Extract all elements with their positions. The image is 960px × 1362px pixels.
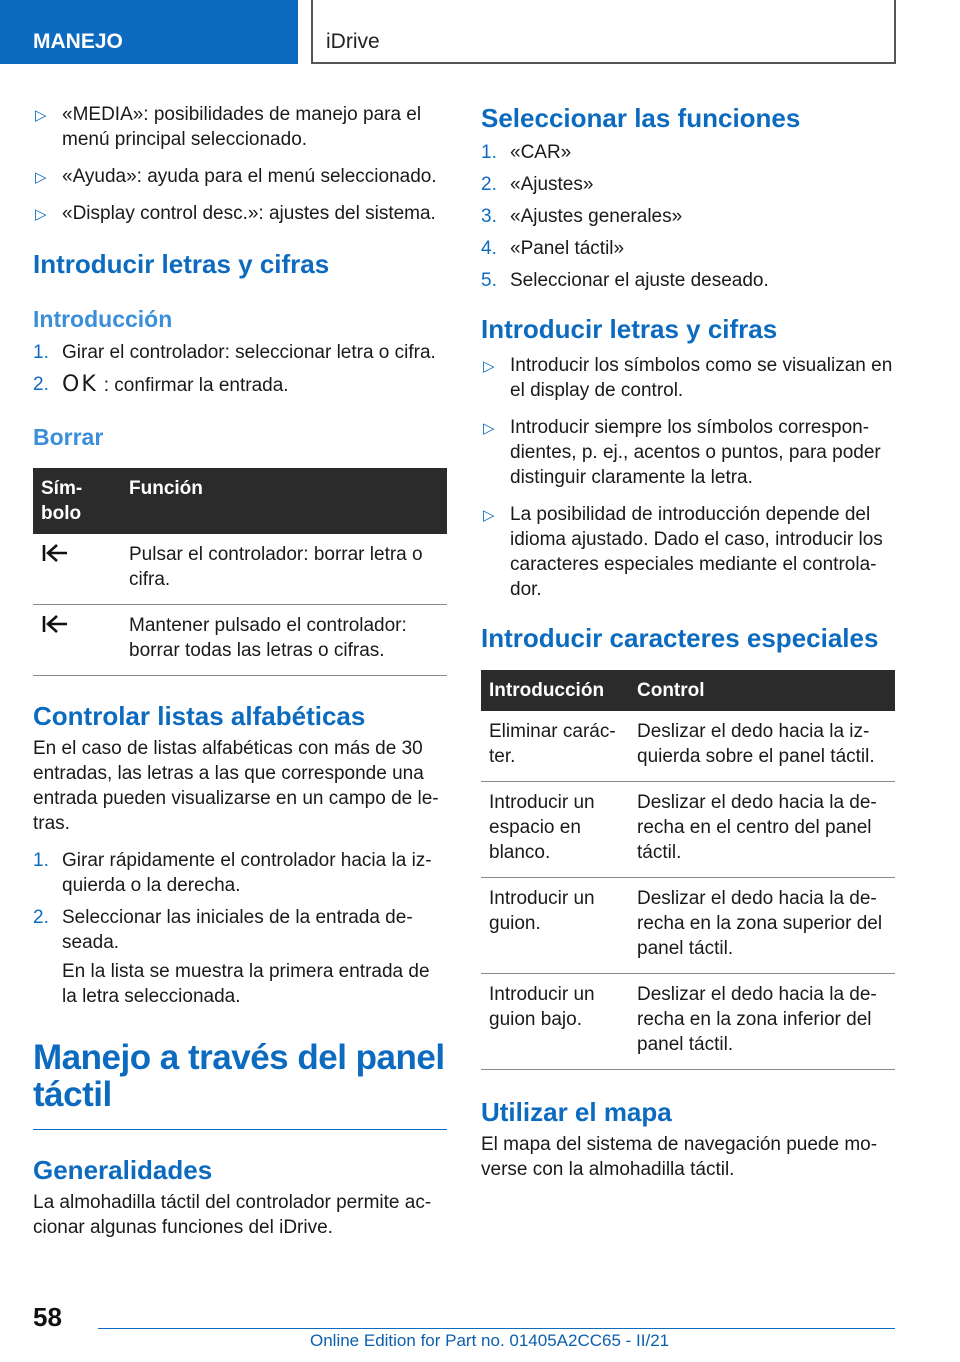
heading-letters-right: Introducir letras y cifras	[481, 314, 778, 344]
heading-delete: Borrar	[33, 424, 104, 450]
step-item: 1. Girar el controlador: seleccionar letra o cifra.	[33, 342, 436, 363]
triangle-bullet-icon: ▷	[483, 420, 495, 437]
list-item: ▷ «Display control desc.»: ajustes del sistema.	[33, 201, 447, 226]
step-item: 2. «Ajustes»	[481, 174, 594, 195]
heading-letters: Introducir letras y cifras	[33, 249, 330, 279]
heading-general: Generalidades	[33, 1155, 213, 1185]
section-tab	[0, 0, 298, 64]
right-column	[481, 102, 895, 1182]
step-item: 4. «Panel táctil»	[481, 238, 625, 259]
heading-map: Utilizar el mapa	[481, 1097, 672, 1127]
section-rule	[33, 1129, 447, 1130]
table-row: Introducir un guion bajo. Deslizar el dedo hacia la de-recha en la zona inferior del panel táctil.	[481, 974, 895, 1070]
list-item: ▷ «MEDIA»: posibilidades de manejo para el menú principal seleccionado.	[35, 104, 422, 150]
step-item: 3. «Ajustes generales»	[481, 206, 683, 227]
table-header: Función	[129, 478, 203, 499]
table-header: Sím- bolo	[41, 478, 83, 524]
triangle-bullet-icon: ▷	[35, 206, 47, 223]
heading-touch: Manejo a través del panel táctil	[33, 1038, 445, 1114]
list-item: ▷ Introducir los símbolos como se visualizan en el display de control.	[483, 355, 893, 401]
step-item: 1. «CAR»	[481, 142, 572, 163]
step-note: En la lista se muestra la primera entrada de la letra seleccionada.	[62, 961, 430, 1007]
footer-rule	[98, 1328, 895, 1329]
heading-lists: Controlar listas alfabéticas	[33, 701, 366, 731]
table-row: Introducir un guion. Deslizar el dedo hacia la de-recha en la zona superior del panel táctil.	[481, 878, 895, 974]
triangle-bullet-icon: ▷	[35, 169, 47, 186]
list-item: ▷ «Ayuda»: ayuda para el menú seleccionado.	[33, 164, 447, 189]
table-row: Pulsar el controlador: borrar letra o cifra.	[33, 534, 447, 605]
step-item: 2. OK : confirmar la entrada.	[33, 372, 289, 397]
triangle-bullet-icon: ▷	[483, 358, 495, 375]
heading-select: Seleccionar las funciones	[481, 103, 801, 133]
step-item: 5. Seleccionar el ajuste deseado.	[481, 270, 769, 291]
table-header: Introducción	[489, 680, 605, 701]
chapter-tab	[311, 0, 896, 64]
section-label: MANEJO	[33, 30, 123, 53]
general-paragraph: La almohadilla táctil del controlador permite ac-cionar algunas funciones del iDrive.	[33, 1192, 432, 1238]
edition-note: Online Edition for Part no. 01405A2CC65 - II/21	[310, 1331, 670, 1350]
backspace-icon	[41, 542, 71, 564]
table-row: Mantener pulsado el controlador: borrar todas las letras o cifras.	[33, 605, 447, 676]
delete-table	[33, 468, 447, 676]
step-item: 1. Girar rápidamente el controlador hacia la iz-quierda o la derecha.	[33, 850, 432, 896]
step-item: 2. Seleccionar las iniciales de la entrada de-seada.	[33, 907, 413, 953]
triangle-bullet-icon: ▷	[483, 507, 495, 524]
heading-special: Introducir caracteres especiales	[481, 623, 879, 653]
backspace-icon	[41, 613, 71, 635]
list-item: ▷ Introducir siempre los símbolos correspon-dientes, p. ej., acentos o puntos, para poder distinguir claramente la letra.	[483, 417, 881, 488]
page-number: 58	[33, 1302, 62, 1332]
heading-intro: Introducción	[33, 306, 173, 332]
list-item: ▷ La posibilidad de introducción depende del idioma ajustado. Dado el caso, introducir los caracteres especiales mediante el controla-dor.	[483, 504, 883, 600]
chapter-label: iDrive	[326, 30, 380, 53]
left-column	[33, 102, 447, 1240]
triangle-bullet-icon: ▷	[35, 107, 47, 124]
special-table	[481, 670, 895, 1070]
table-row: Eliminar carác-ter. Deslizar el dedo hacia la iz-quierda sobre el panel táctil.	[481, 711, 895, 782]
table-header: Control	[637, 680, 705, 701]
table-row: Introducir un espacio en blanco. Deslizar el dedo hacia la de-recha en el centro del panel táctil.	[481, 782, 895, 878]
map-paragraph: El mapa del sistema de navegación puede mo-verse con la almohadilla táctil.	[481, 1134, 878, 1180]
ok-icon: OK	[62, 372, 98, 397]
lists-paragraph: En el caso de listas alfabéticas con más de 30 entradas, las letras a las que corresponde una entrada pueden visualizarse en un campo de le-tras.	[33, 738, 439, 834]
